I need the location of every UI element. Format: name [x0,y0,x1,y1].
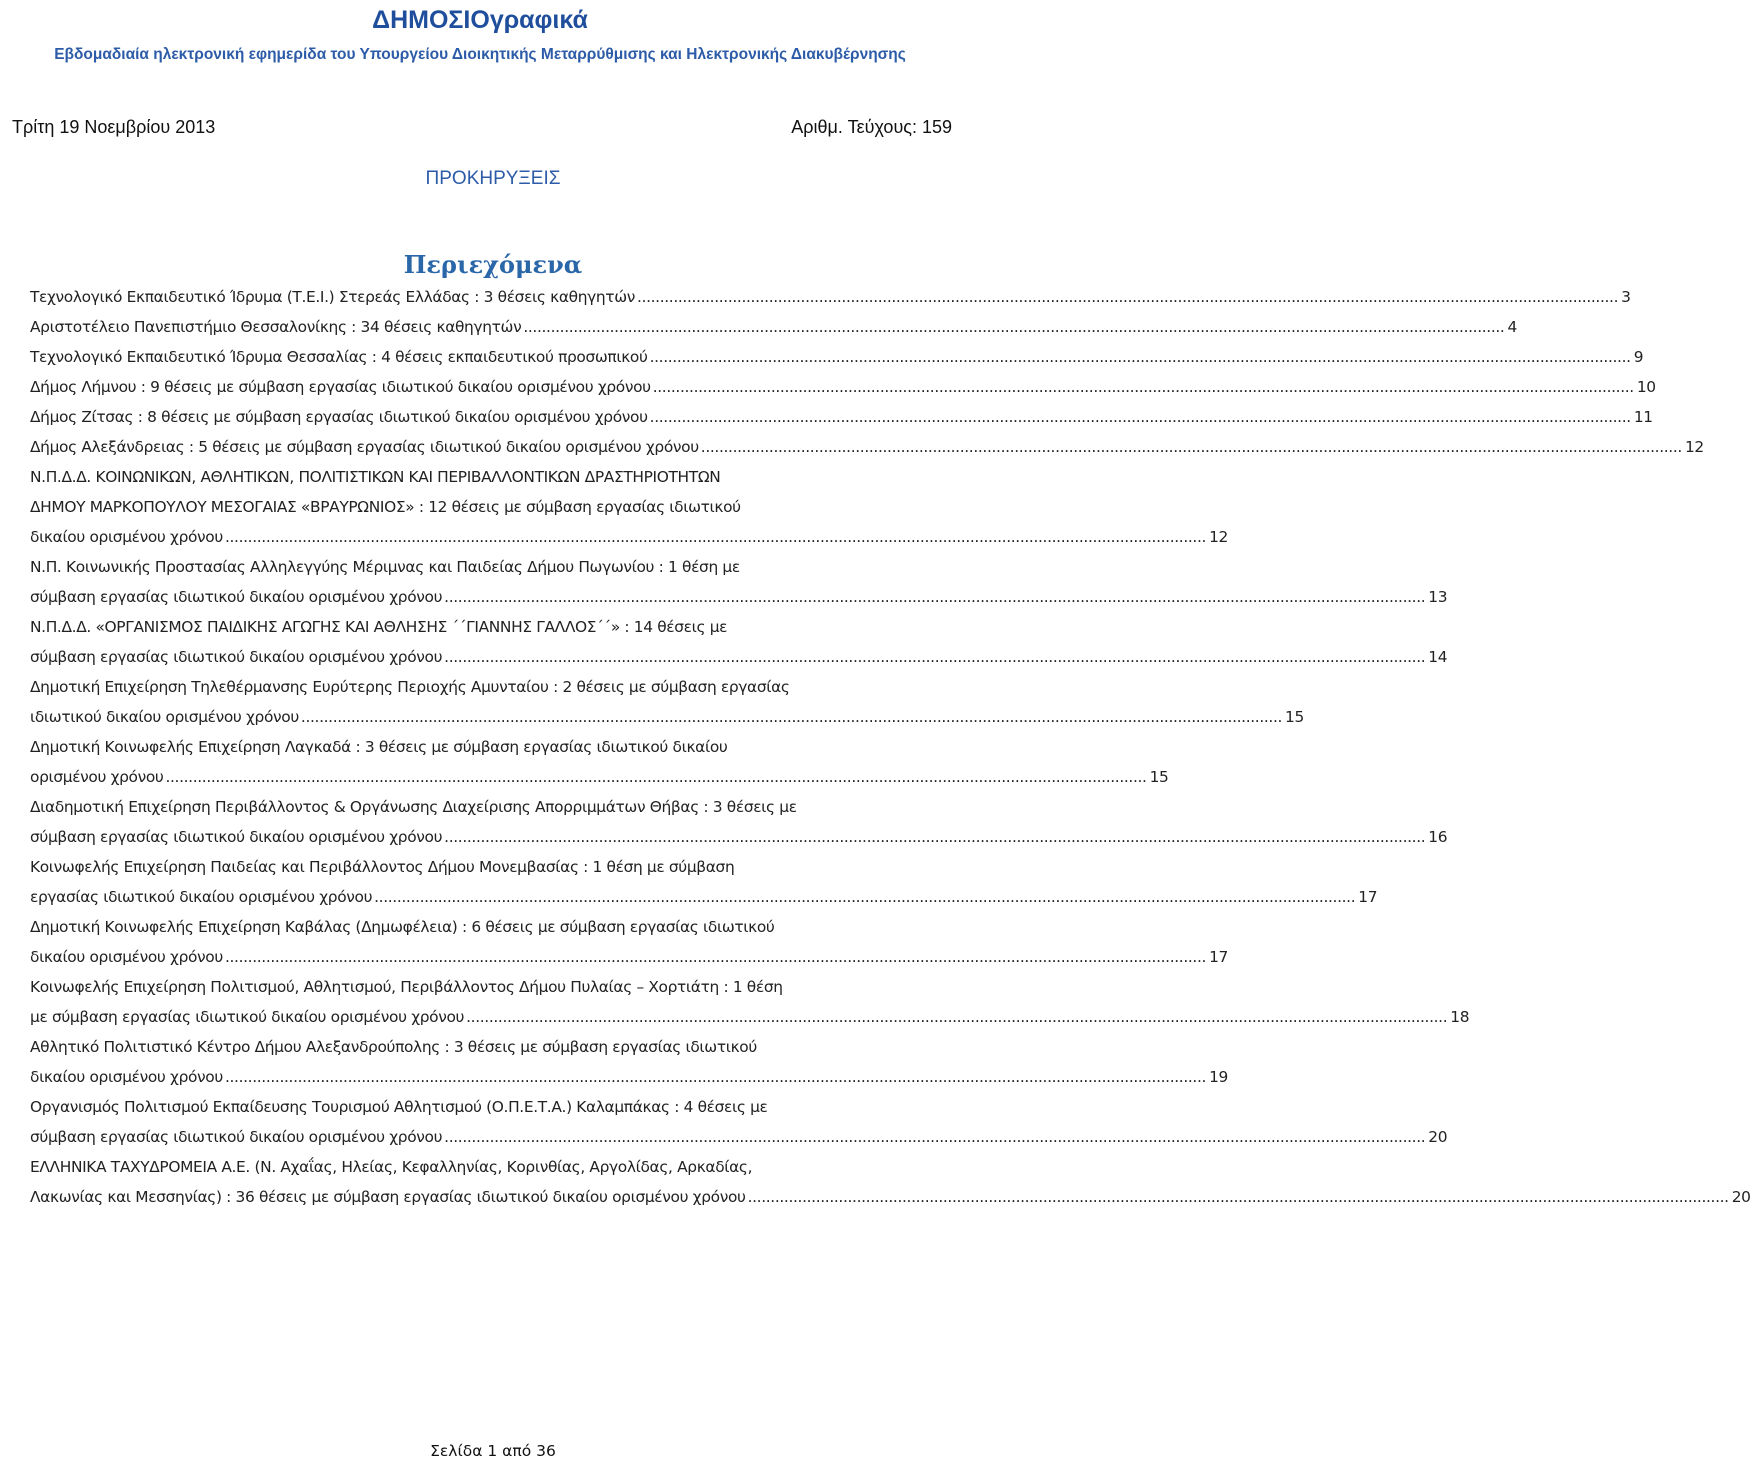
toc-page-number: 10 [1636,378,1656,396]
toc-entry-text: με σύμβαση εργασίας ιδιωτικού δικαίου ορισμένου χρόνου [30,1008,465,1026]
toc-entry-last-line [30,762,1169,792]
toc-entry[interactable] [30,282,1631,312]
toc-dot-leader [444,642,1425,672]
toc-dot-leader [637,282,1618,312]
toc-entry[interactable] [30,912,1228,972]
toc-entry-text: ορισμένου χρόνου [30,768,164,786]
toc-entry-text-line: Κοινωφελής Επιχείρηση Πολιτισμού, Αθλητισμού, Περιβάλλοντος Δήμου Πυλαίας – Χορτιάτη : 1 θέση [30,978,783,996]
toc-entry-text: σύμβαση εργασίας ιδιωτικού δικαίου ορισμένου χρόνου [30,588,443,606]
toc-dot-leader [225,942,1206,972]
toc-entry[interactable] [30,852,1378,912]
toc-entry-text: Λακωνίας και Μεσσηνίας) : 36 θέσεις με σύμβαση εργασίας ιδιωτικού δικαίου ορισμένου χρόνου [30,1188,746,1206]
toc-dot-leader [444,822,1425,852]
toc-dot-leader [374,882,1355,912]
toc-entry-text: Τεχνολογικό Εκπαιδευτικό Ίδρυμα (Τ.Ε.Ι.) Στερεάς Ελλάδας : 3 θέσεις καθηγητών [30,288,635,306]
toc-entry-text-line: Ν.Π.Δ.Δ. ΚΟΙΝΩΝΙΚΩΝ, ΑΘΛΗΤΙΚΩΝ, ΠΟΛΙΤΙΣΤΙΚΩΝ ΚΑΙ ΠΕΡΙΒΑΛΛΟΝΤΙΚΩΝ ΔΡΑΣΤΗΡΙΟΤΗΤΩΝ [30,468,721,486]
toc-page-number: 11 [1633,408,1653,426]
toc-entry[interactable] [30,312,1517,342]
issue-date: Τρίτη 19 Νοεμβρίου 2013 [12,117,216,137]
toc-entry-text-line: ΔΗΜΟΥ ΜΑΡΚΟΠΟΥΛΟΥ ΜΕΣΟΓΑΙΑΣ «ΒΡΑΥΡΩΝΙΟΣ» : 12 θέσεις με σύμβαση εργασίας ιδιωτικού [30,498,741,516]
toc-entry-text: Δήμος Ζίτσας : 8 θέσεις με σύμβαση εργασίας ιδιωτικού δικαίου ορισμένου χρόνου [30,408,648,426]
toc-entry[interactable] [30,372,1656,402]
toc-entry[interactable] [30,462,1228,552]
toc-page-number: 9 [1633,348,1644,366]
toc-heading: Περιεχόμενα [403,250,583,279]
toc-entry-text-line: Δημοτική Επιχείρηση Τηλεθέρμανσης Ευρύτερης Περιοχής Αμυνταίου : 2 θέσεις με σύμβαση εργασίας [30,678,790,696]
toc-page-number: 3 [1621,288,1631,306]
toc-entry-text: σύμβαση εργασίας ιδιωτικού δικαίου ορισμένου χρόνου [30,1128,443,1146]
toc-entry[interactable] [30,1092,1448,1152]
toc-entry-text-line: Οργανισμός Πολιτισμού Εκπαίδευσης Τουρισμού Αθλητισμού (Ο.Π.Ε.Τ.Α.) Καλαμπάκας : 4 θέσεις με [30,1098,768,1116]
toc-entry-text: σύμβαση εργασίας ιδιωτικού δικαίου ορισμένου χρόνου [30,828,443,846]
toc-page-number: 13 [1428,588,1448,606]
toc-dot-leader [701,432,1682,462]
toc-page-number: 16 [1428,828,1448,846]
toc-entry-last-line [30,1182,1751,1212]
toc-page-number: 12 [1684,438,1704,456]
toc-page-number: 15 [1149,768,1169,786]
issue-info-row [12,112,952,142]
toc-entry-last-line [30,642,1448,672]
toc-page-number: 14 [1428,648,1448,666]
toc-dot-leader [653,372,1634,402]
toc-entry-text: δικαίου ορισμένου χρόνου [30,1068,223,1086]
toc-entry-last-line [30,942,1228,972]
toc-dot-leader [650,402,1631,432]
toc-entry-text: εργασίας ιδιωτικού δικαίου ορισμένου χρόνου [30,888,373,906]
toc-entry[interactable] [30,342,1644,372]
toc-entry-text: Τεχνολογικό Εκπαιδευτικό Ίδρυμα Θεσσαλίας : 4 θέσεις εκπαιδευτικού προσωπικού [30,348,648,366]
toc-entry[interactable] [30,1152,1751,1212]
toc-entry-last-line [30,1122,1448,1152]
toc-dot-leader [748,1182,1729,1212]
toc-page-number: 20 [1428,1128,1448,1146]
toc-entry-text: Δήμος Λήμνου : 9 θέσεις με σύμβαση εργασίας ιδιωτικού δικαίου ορισμένου χρόνου [30,378,651,396]
toc-page-number: 4 [1507,318,1517,336]
toc-entry-last-line [30,822,1448,852]
page-footer: Σελίδα 1 από 36 [430,1442,556,1460]
toc-page-number: 15 [1285,708,1304,726]
toc-entry-text: ιδιωτικού δικαίου ορισμένου χρόνου [30,708,299,726]
toc-entry-last-line [30,342,1644,372]
toc-entry[interactable] [30,1032,1228,1092]
toc-entry[interactable] [30,972,1470,1032]
toc-entry-last-line [30,702,1304,732]
toc-dot-leader [444,582,1425,612]
toc-entry-last-line [30,522,1228,552]
issue-number: Αριθμ. Τεύχους: 159 [791,117,952,137]
toc-dot-leader [466,1002,1447,1032]
toc-entry[interactable] [30,432,1704,462]
toc-entry-text-line: Κοινωφελής Επιχείρηση Παιδείας και Περιβάλλοντος Δήμου Μονεμβασίας : 1 θέση με σύμβαση [30,858,735,876]
toc-page-number: 17 [1209,948,1228,966]
toc-entry-last-line [30,1062,1228,1092]
toc-page-number: 17 [1358,888,1378,906]
toc-entry[interactable] [30,732,1169,792]
newspaper-title: ΔΗΜΟΣΙΟγραφικά [372,6,588,34]
toc-entry[interactable] [30,792,1448,852]
toc-entry-text: Δήμος Αλεξάνδρειας : 5 θέσεις με σύμβαση εργασίας ιδιωτικού δικαίου ορισμένου χρόνου [30,438,699,456]
toc-entry-last-line [30,582,1448,612]
toc-entry-text: δικαίου ορισμένου χρόνου [30,948,223,966]
toc-entry-text-line: Ν.Π.Δ.Δ. «ΟΡΓΑΝΙΣΜΟΣ ΠΑΙΔΙΚΗΣ ΑΓΩΓΗΣ ΚΑΙ ΑΘΛΗΣΗΣ ΄΄ΓΙΑΝΝΗΣ ΓΑΛΛΟΣ΄΄» : 14 θέσεις με [30,618,728,636]
toc-dot-leader [225,1062,1206,1092]
toc-entry-last-line [30,372,1656,402]
toc-entry-text: σύμβαση εργασίας ιδιωτικού δικαίου ορισμένου χρόνου [30,648,443,666]
toc-page-number: 12 [1209,528,1228,546]
toc-entry-last-line [30,882,1378,912]
newspaper-subtitle: Εβδομαδιαία ηλεκτρονική εφημερίδα του Υπουργείου Διοικητικής Μεταρρύθμισης και Ηλεκτρονικής Διακυβέρνησης [54,46,906,63]
toc-entry-text: δικαίου ορισμένου χρόνου [30,528,223,546]
toc-entry-text-line: ΕΛΛΗΝΙΚΑ ΤΑΧΥΔΡΟΜΕΙΑ Α.Ε. (Ν. Αχαΐας, Ηλείας, Κεφαλληνίας, Κορινθίας, Αργολίδας, Αρκαδίας, [30,1158,753,1176]
toc-page-number: 19 [1209,1068,1228,1086]
toc-page-number: 18 [1450,1008,1470,1026]
toc-entry-text: Αριστοτέλειο Πανεπιστήμιο Θεσσαλονίκης : 34 θέσεις καθηγητών [30,318,522,336]
toc-dot-leader [225,522,1206,552]
toc-entry[interactable] [30,612,1448,672]
toc-entry[interactable] [30,402,1653,432]
toc-entry-last-line [30,432,1704,462]
toc-entry-last-line [30,402,1653,432]
toc-entry-last-line [30,312,1517,342]
section-title: ΠΡΟΚΗΡΥΞΕΙΣ [425,168,561,189]
toc-page-number: 20 [1731,1188,1751,1206]
toc-entry[interactable] [30,672,1304,732]
toc-entry-text-line: Διαδημοτική Επιχείρηση Περιβάλλοντος & Οργάνωσης Διαχείρισης Απορριμμάτων Θήβας : 3 θέσεις με [30,798,797,816]
toc-dot-leader [165,762,1146,792]
toc-dot-leader [444,1122,1425,1152]
toc-dot-leader [301,702,1282,732]
toc-entry[interactable] [30,552,1448,612]
toc-dot-leader [523,312,1504,342]
toc-entry-text-line: Ν.Π. Κοινωνικής Προστασίας Αλληλεγγύης Μέριμνας και Παιδείας Δήμου Πωγωνίου : 1 θέση με [30,558,740,576]
toc-entry-text-line: Αθλητικό Πολιτιστικό Κέντρο Δήμου Αλεξανδρούπολης : 3 θέσεις με σύμβαση εργασίας ιδιωτικού [30,1038,757,1056]
toc-entry-last-line [30,1002,1470,1032]
toc-dot-leader [650,342,1631,372]
toc-entry-last-line [30,282,1631,312]
toc-entry-text-line: Δημοτική Κοινωφελής Επιχείρηση Καβάλας (Δημωφέλεια) : 6 θέσεις με σύμβαση εργασίας ιδιωτικού [30,918,775,936]
toc-entry-text-line: Δημοτική Κοινωφελής Επιχείρηση Λαγκαδά : 3 θέσεις με σύμβαση εργασίας ιδιωτικού δικαίου [30,738,728,756]
table-of-contents [30,282,1751,1212]
